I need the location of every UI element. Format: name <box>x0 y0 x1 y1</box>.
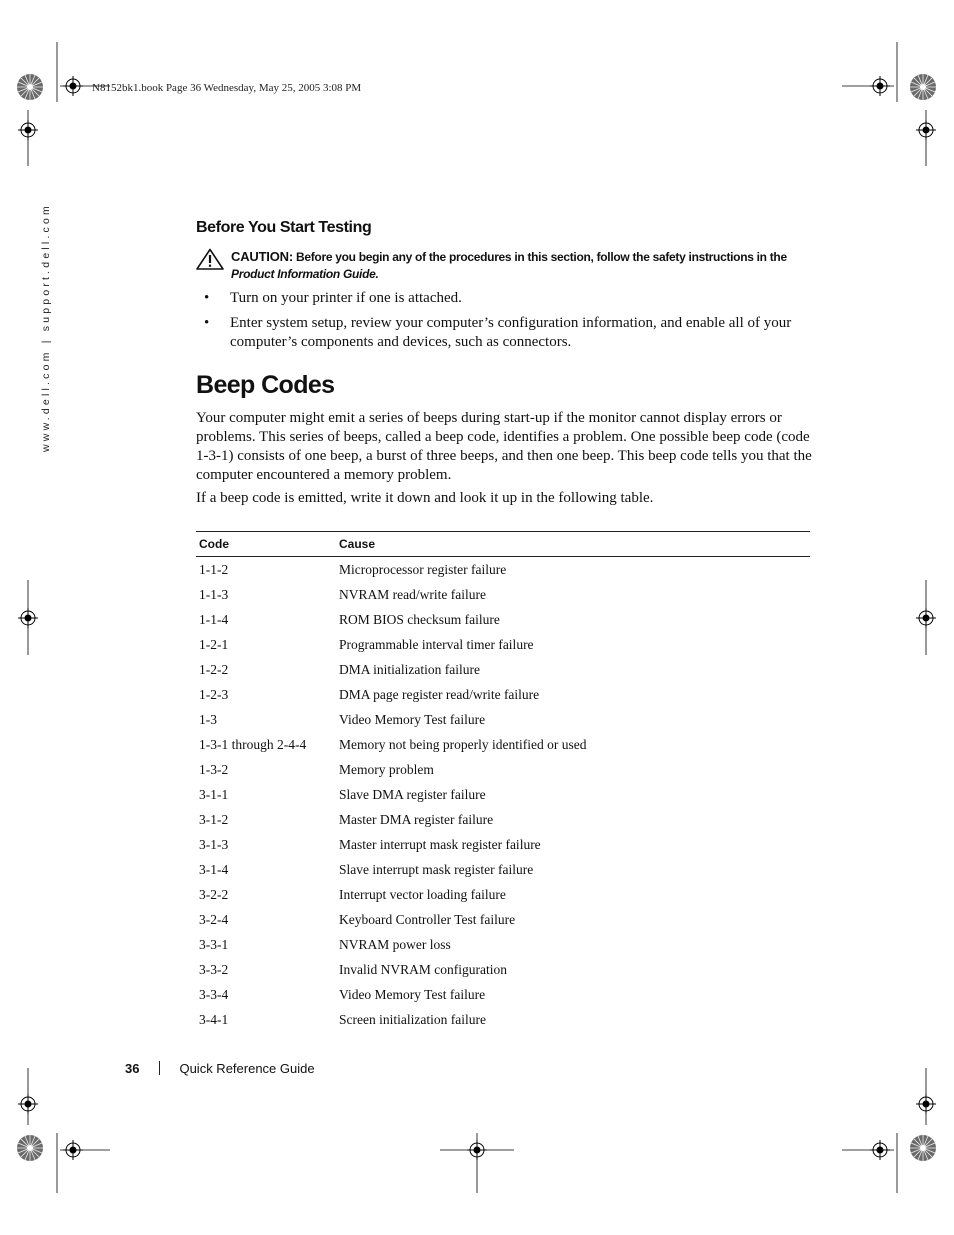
beep-code-cell: 3-2-4 <box>199 911 229 927</box>
beep-code-cell: 3-1-3 <box>199 836 229 852</box>
beep-code-cell: 1-2-3 <box>199 686 229 702</box>
beep-cause-cell: NVRAM power loss <box>339 936 451 952</box>
beep-cause-cell: Microprocessor register failure <box>339 561 507 577</box>
beep-code-cell: 1-3-2 <box>199 761 229 777</box>
instruction-paragraph: If a beep code is emitted, write it down and look it up in the following table. <box>196 490 654 506</box>
beep-cause-cell: DMA page register read/write failure <box>339 686 540 702</box>
beep-cause-cell: Invalid NVRAM configuration <box>339 961 507 977</box>
beep-code-cell: 3-1-4 <box>199 861 229 877</box>
caution-label: CAUTION: <box>231 249 293 264</box>
beep-cause-cell: Memory problem <box>339 761 434 777</box>
beep-code-cell: 1-1-4 <box>199 611 229 627</box>
beep-code-cell: 3-3-1 <box>199 936 229 952</box>
beep-cause-cell: Screen initialization failure <box>339 1011 486 1027</box>
caution-reference: Product Information Guide. <box>231 267 379 281</box>
beep-code-cell: 3-4-1 <box>199 1011 229 1027</box>
list-item: • Turn on your printer if one is attached. <box>196 289 816 308</box>
page-title: Beep Codes <box>196 371 335 399</box>
column-header-code: Code <box>196 532 336 557</box>
beep-code-cell: 1-2-2 <box>199 661 229 677</box>
beep-code-cell: 3-1-1 <box>199 786 229 802</box>
sidebar-url: www.dell.com | support.dell.com <box>40 203 52 452</box>
beep-cause-cell: Keyboard Controller Test failure <box>339 911 516 927</box>
beep-code-cell: 1-2-1 <box>199 636 229 652</box>
column-header-cause: Cause <box>336 532 810 557</box>
guide-title: Quick Reference Guide <box>179 1061 315 1076</box>
beep-code-cell: 1-1-2 <box>199 561 229 577</box>
beep-cause-cell: Programmable interval timer failure <box>339 636 534 652</box>
beep-cause-cell: Memory not being properly identified or used <box>339 736 587 752</box>
print-slug: N8152bk1.book Page 36 Wednesday, May 25, 2005 3:08 PM <box>92 82 362 94</box>
beep-cause-cell: ROM BIOS checksum failure <box>339 611 500 627</box>
beep-cause-cell: Interrupt vector loading failure <box>339 886 506 902</box>
beep-code-cell: 3-2-2 <box>199 886 229 902</box>
beep-cause-cell: Master DMA register failure <box>339 811 494 827</box>
caution-body: Before you begin any of the procedures in this section, follow the safety instructions in the <box>296 250 787 264</box>
page-number: 36 <box>125 1061 140 1076</box>
beep-code-cell: 1-3-1 through 2-4-4 <box>199 736 307 752</box>
beep-code-cell: 3-3-2 <box>199 961 229 977</box>
beep-cause-cell: DMA initialization failure <box>339 661 480 677</box>
beep-cause-cell: Video Memory Test failure <box>339 711 486 727</box>
beep-code-cell: 3-3-4 <box>199 986 229 1002</box>
intro-paragraph: Your computer might emit a series of beeps during start-up if the monitor cannot display errors or problems. This series of beeps, called a beep code, identifies a problem. One possible beep code (code 1-3-1) consists of one beep, a burst of three beeps, and then one beep. This beep code tells you that the computer encountered a memory problem. <box>196 410 812 483</box>
beep-cause-cell: NVRAM read/write failure <box>339 586 486 602</box>
beep-cause-cell: Master interrupt mask register failure <box>339 836 541 852</box>
beep-cause-cell: Slave DMA register failure <box>339 786 486 802</box>
beep-code-cell: 1-3 <box>199 711 217 727</box>
list-item: • Enter system setup, review your computer’s configuration information, and enable all of your computer’s components and devices, such as connectors. <box>196 314 816 352</box>
beep-cause-cell: Video Memory Test failure <box>339 986 486 1002</box>
beep-code-cell: 1-1-3 <box>199 586 229 602</box>
section-heading: Before You Start Testing <box>196 219 372 236</box>
beep-cause-cell: Slave interrupt mask register failure <box>339 861 534 877</box>
beep-code-cell: 3-1-2 <box>199 811 229 827</box>
